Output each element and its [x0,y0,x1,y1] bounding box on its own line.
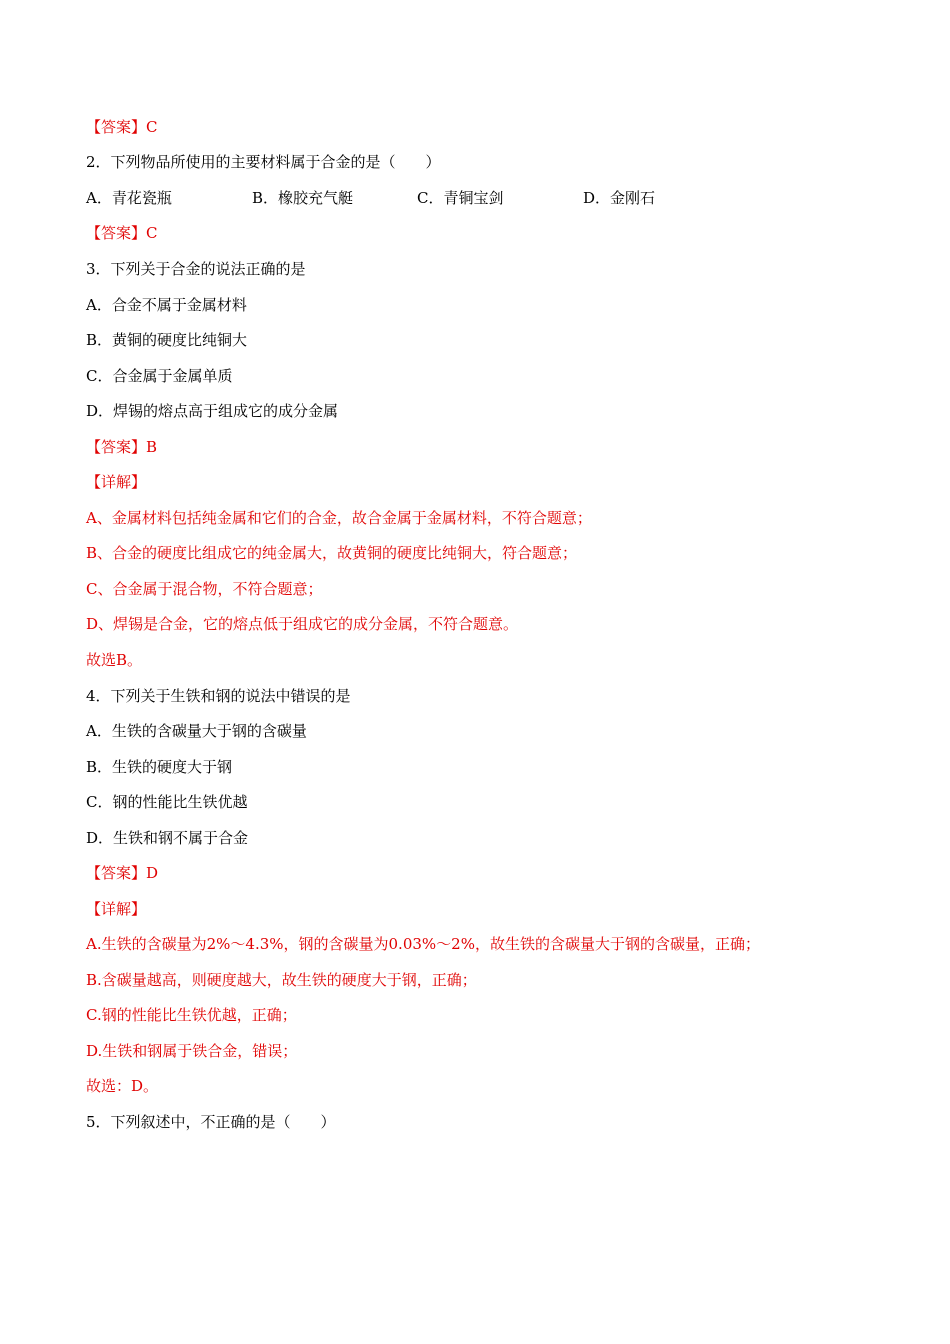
q3-explanation-a: A、金属材料包括纯金属和它们的合金，故合金属于金属材料，不符合题意； [86,509,592,527]
q4-option-b: B．生铁的硬度大于钢 [86,758,233,776]
q3-explanation-b: B、合金的硬度比组成它的纯金属大，故黄铜的硬度比纯铜大，符合题意； [86,544,578,562]
q2-option-a: A．青花瓷瓶 [86,189,172,207]
q3-conclusion: 故选B。 [86,651,143,669]
q2-option-d: D．金刚石 [583,189,656,207]
q4-explanation-b: B.含碳量越高，则硬度越大，故生铁的硬度大于钢，正确； [86,971,477,989]
q3-question: 3．下列关于合金的说法正确的是 [86,260,306,278]
q2-option-b: B．橡胶充气艇 [252,189,354,207]
q3-explanation-d: D、焊锡是合金，它的熔点低于组成它的成分金属，不符合题意。 [86,615,519,633]
q3-option-d: D．焊锡的熔点高于组成它的成分金属 [86,402,339,420]
q3-option-b: B．黄铜的硬度比纯铜大 [86,331,248,349]
q4-option-c: C．钢的性能比生铁优越 [86,793,248,811]
q2-option-c: C．青铜宝剑 [417,189,504,207]
q4-detail-label: 【详解】 [86,900,147,918]
q4-explanation-a: A.生铁的含碳量为2%～4.3%，钢的含碳量为0.03%～2%，故生铁的含碳量大于钢的含碳量，正确； [86,935,760,953]
q4-explanation-d: D.生铁和钢属于铁合金，错误； [86,1042,298,1060]
q2-answer: 【答案】C [86,224,158,242]
q4-question: 4．下列关于生铁和钢的说法中错误的是 [86,687,351,705]
q1-answer: 【答案】C [86,118,158,136]
q4-explanation-c: C.钢的性能比生铁优越，正确； [86,1006,297,1024]
q3-option-c: C．合金属于金属单质 [86,367,233,385]
q4-answer: 【答案】D [86,864,159,882]
q5-question: 5．下列叙述中，不正确的是（ ） [86,1113,336,1131]
q2-question: 2．下列物品所使用的主要材料属于合金的是（ ） [86,153,441,171]
q3-explanation-c: C、合金属于混合物，不符合题意； [86,580,323,598]
q2-options [86,188,786,208]
q3-option-a: A．合金不属于金属材料 [86,296,247,314]
q3-detail-label: 【详解】 [86,473,147,491]
q4-option-a: A．生铁的含碳量大于钢的含碳量 [86,722,307,740]
q3-answer: 【答案】B [86,438,158,456]
q4-conclusion: 故选：D。 [86,1077,159,1095]
q4-option-d: D．生铁和钢不属于合金 [86,829,249,847]
